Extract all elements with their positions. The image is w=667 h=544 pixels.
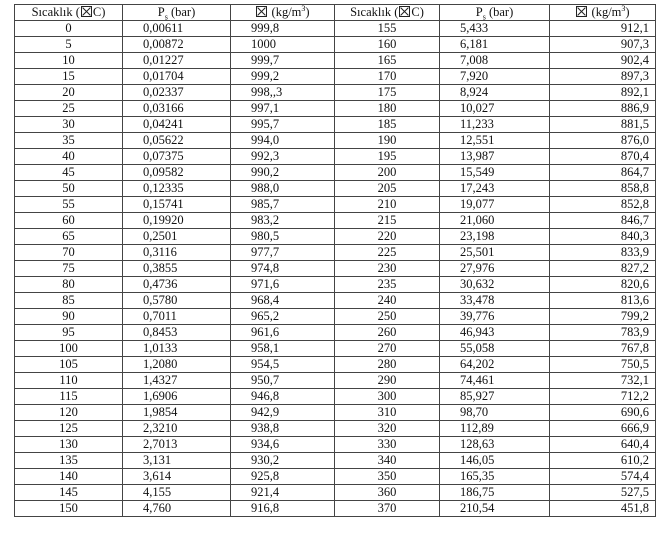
temperature-cell: 90 xyxy=(15,309,123,325)
steam-properties-table xyxy=(14,4,656,517)
temperature-cell: 140 xyxy=(15,469,123,485)
pressure-cell: 0,8453 xyxy=(123,325,231,341)
missing-glyph-icon xyxy=(576,6,587,17)
density-cell: 750,5 xyxy=(550,357,656,373)
temperature-cell: 45 xyxy=(15,165,123,181)
table-row xyxy=(15,197,656,213)
temperature-cell: 135 xyxy=(15,453,123,469)
pressure-cell: 0,00872 xyxy=(123,37,231,53)
temperature-cell: 330 xyxy=(335,437,440,453)
temperature-cell: 370 xyxy=(335,501,440,517)
temperature-cell: 340 xyxy=(335,453,440,469)
table-row xyxy=(15,389,656,405)
density-cell: 968,4 xyxy=(231,293,335,309)
pressure-cell: 0,4736 xyxy=(123,277,231,293)
header-temperature-2: Sıcaklık ( C) xyxy=(335,5,440,21)
temperature-cell: 270 xyxy=(335,341,440,357)
pressure-cell: 19,077 xyxy=(440,197,550,213)
temperature-cell: 165 xyxy=(335,53,440,69)
pressure-cell: 0,00611 xyxy=(123,21,231,37)
density-cell: 846,7 xyxy=(550,213,656,229)
table-row xyxy=(15,357,656,373)
density-cell: 990,2 xyxy=(231,165,335,181)
pressure-cell: 3,614 xyxy=(123,469,231,485)
temperature-cell: 260 xyxy=(335,325,440,341)
density-cell: 985,7 xyxy=(231,197,335,213)
temperature-cell: 75 xyxy=(15,261,123,277)
pressure-cell: 7,920 xyxy=(440,69,550,85)
table-body xyxy=(15,21,656,517)
density-cell: 820,6 xyxy=(550,277,656,293)
pressure-cell: 0,7011 xyxy=(123,309,231,325)
temperature-cell: 235 xyxy=(335,277,440,293)
table-row xyxy=(15,421,656,437)
density-cell: 833,9 xyxy=(550,245,656,261)
temperature-cell: 50 xyxy=(15,181,123,197)
density-cell: 527,5 xyxy=(550,485,656,501)
temperature-cell: 105 xyxy=(15,357,123,373)
table-row xyxy=(15,37,656,53)
density-cell: 983,2 xyxy=(231,213,335,229)
pressure-cell: 186,75 xyxy=(440,485,550,501)
pressure-cell: 64,202 xyxy=(440,357,550,373)
pressure-cell: 210,54 xyxy=(440,501,550,517)
header-density-1: $(kg/m^3)$ xyxy=(231,5,335,21)
density-cell: 864,7 xyxy=(550,165,656,181)
density-cell: 840,3 xyxy=(550,229,656,245)
temperature-cell: 150 xyxy=(15,501,123,517)
temperature-cell: 155 xyxy=(335,21,440,37)
density-cell: 995,7 xyxy=(231,117,335,133)
density-cell: 876,0 xyxy=(550,133,656,149)
density-cell: 946,8 xyxy=(231,389,335,405)
table-row xyxy=(15,469,656,485)
density-cell: 942,9 xyxy=(231,405,335,421)
table-row xyxy=(15,21,656,37)
table-row xyxy=(15,437,656,453)
density-cell: 902,4 xyxy=(550,53,656,69)
missing-glyph-icon xyxy=(399,6,410,17)
pressure-cell: 0,03166 xyxy=(123,101,231,117)
table-row xyxy=(15,133,656,149)
header-density-2: $(kg/m^3)$ xyxy=(550,5,656,21)
density-cell: 974,8 xyxy=(231,261,335,277)
temperature-cell: 250 xyxy=(335,309,440,325)
pressure-cell: 0,3116 xyxy=(123,245,231,261)
pressure-cell: 0,07375 xyxy=(123,149,231,165)
temperature-cell: 205 xyxy=(335,181,440,197)
temperature-cell: 60 xyxy=(15,213,123,229)
table-row xyxy=(15,85,656,101)
pressure-cell: 33,478 xyxy=(440,293,550,309)
density-cell: 950,7 xyxy=(231,373,335,389)
temperature-cell: 170 xyxy=(335,69,440,85)
header-pressure-2: $P_s$ (bar) xyxy=(440,5,550,21)
table-row xyxy=(15,325,656,341)
temperature-cell: 320 xyxy=(335,421,440,437)
density-cell: 881,5 xyxy=(550,117,656,133)
pressure-cell: 3,131 xyxy=(123,453,231,469)
temperature-cell: 30 xyxy=(15,117,123,133)
pressure-cell: 17,243 xyxy=(440,181,550,197)
temperature-cell: 20 xyxy=(15,85,123,101)
temperature-cell: 225 xyxy=(335,245,440,261)
temperature-cell: 85 xyxy=(15,293,123,309)
pressure-cell: 23,198 xyxy=(440,229,550,245)
density-cell: 813,6 xyxy=(550,293,656,309)
missing-glyph-icon xyxy=(256,6,267,17)
pressure-cell: 0,04241 xyxy=(123,117,231,133)
density-cell: 799,2 xyxy=(550,309,656,325)
pressure-cell: 1,9854 xyxy=(123,405,231,421)
temperature-cell: 160 xyxy=(335,37,440,53)
header-row xyxy=(15,5,656,21)
table-row xyxy=(15,117,656,133)
pressure-cell: 0,3855 xyxy=(123,261,231,277)
pressure-cell: 21,060 xyxy=(440,213,550,229)
density-cell: 971,6 xyxy=(231,277,335,293)
temperature-cell: 120 xyxy=(15,405,123,421)
pressure-cell: 0,12335 xyxy=(123,181,231,197)
density-cell: 999,8 xyxy=(231,21,335,37)
pressure-cell: 0,01227 xyxy=(123,53,231,69)
temperature-cell: 195 xyxy=(335,149,440,165)
pressure-cell: 0,01704 xyxy=(123,69,231,85)
temperature-cell: 65 xyxy=(15,229,123,245)
pressure-cell: 25,501 xyxy=(440,245,550,261)
density-cell: 732,1 xyxy=(550,373,656,389)
density-cell: 892,1 xyxy=(550,85,656,101)
temperature-cell: 200 xyxy=(335,165,440,181)
temperature-cell: 180 xyxy=(335,101,440,117)
table-row xyxy=(15,229,656,245)
temperature-cell: 80 xyxy=(15,277,123,293)
temperature-cell: 10 xyxy=(15,53,123,69)
pressure-cell: 2,3210 xyxy=(123,421,231,437)
table-row xyxy=(15,373,656,389)
table-row xyxy=(15,405,656,421)
temperature-cell: 40 xyxy=(15,149,123,165)
temperature-cell: 190 xyxy=(335,133,440,149)
pressure-cell: 85,927 xyxy=(440,389,550,405)
density-cell: 852,8 xyxy=(550,197,656,213)
pressure-cell: 30,632 xyxy=(440,277,550,293)
density-cell: 451,8 xyxy=(550,501,656,517)
density-cell: 999,7 xyxy=(231,53,335,69)
temperature-cell: 130 xyxy=(15,437,123,453)
density-cell: 999,2 xyxy=(231,69,335,85)
table-row xyxy=(15,501,656,517)
density-cell: 958,1 xyxy=(231,341,335,357)
temperature-cell: 185 xyxy=(335,117,440,133)
temperature-cell: 290 xyxy=(335,373,440,389)
pressure-cell: 0,09582 xyxy=(123,165,231,181)
pressure-cell: 10,027 xyxy=(440,101,550,117)
density-cell: 938,8 xyxy=(231,421,335,437)
pressure-cell: 1,6906 xyxy=(123,389,231,405)
pressure-cell: 7,008 xyxy=(440,53,550,69)
table-row xyxy=(15,261,656,277)
density-cell: 934,6 xyxy=(231,437,335,453)
pressure-cell: 27,976 xyxy=(440,261,550,277)
table-row xyxy=(15,165,656,181)
temperature-cell: 115 xyxy=(15,389,123,405)
temperature-cell: 300 xyxy=(335,389,440,405)
header-temperature-1: Sıcaklık ( C) xyxy=(15,5,123,21)
temperature-cell: 35 xyxy=(15,133,123,149)
temperature-cell: 110 xyxy=(15,373,123,389)
density-cell: 870,4 xyxy=(550,149,656,165)
header-pressure-1: $P_s$ (bar) xyxy=(123,5,231,21)
table-row xyxy=(15,309,656,325)
table-row xyxy=(15,293,656,309)
pressure-cell: 165,35 xyxy=(440,469,550,485)
temperature-cell: 125 xyxy=(15,421,123,437)
pressure-cell: 112,89 xyxy=(440,421,550,437)
density-cell: 767,8 xyxy=(550,341,656,357)
table-row xyxy=(15,245,656,261)
pressure-cell: 1,4327 xyxy=(123,373,231,389)
density-cell: 925,8 xyxy=(231,469,335,485)
pressure-cell: 39,776 xyxy=(440,309,550,325)
density-cell: 858,8 xyxy=(550,181,656,197)
density-cell: 912,1 xyxy=(550,21,656,37)
table-row xyxy=(15,277,656,293)
temperature-cell: 220 xyxy=(335,229,440,245)
density-cell: 690,6 xyxy=(550,405,656,421)
pressure-cell: 128,63 xyxy=(440,437,550,453)
temperature-cell: 0 xyxy=(15,21,123,37)
density-cell: 997,1 xyxy=(231,101,335,117)
pressure-cell: 74,461 xyxy=(440,373,550,389)
pressure-cell: 1,0133 xyxy=(123,341,231,357)
pressure-cell: 0,15741 xyxy=(123,197,231,213)
temperature-cell: 100 xyxy=(15,341,123,357)
temperature-cell: 15 xyxy=(15,69,123,85)
table-row xyxy=(15,341,656,357)
density-cell: 954,5 xyxy=(231,357,335,373)
steam-table-page xyxy=(14,4,655,517)
temperature-cell: 280 xyxy=(335,357,440,373)
pressure-cell: 0,02337 xyxy=(123,85,231,101)
temperature-cell: 310 xyxy=(335,405,440,421)
density-cell: 921,4 xyxy=(231,485,335,501)
density-cell: 988,0 xyxy=(231,181,335,197)
density-cell: 574,4 xyxy=(550,469,656,485)
pressure-cell: 8,924 xyxy=(440,85,550,101)
table-row xyxy=(15,53,656,69)
pressure-cell: 5,433 xyxy=(440,21,550,37)
density-cell: 827,2 xyxy=(550,261,656,277)
temperature-cell: 210 xyxy=(335,197,440,213)
density-cell: 907,3 xyxy=(550,37,656,53)
temperature-cell: 25 xyxy=(15,101,123,117)
density-cell: 916,8 xyxy=(231,501,335,517)
temperature-cell: 240 xyxy=(335,293,440,309)
density-cell: 994,0 xyxy=(231,133,335,149)
temperature-cell: 350 xyxy=(335,469,440,485)
pressure-cell: 2,7013 xyxy=(123,437,231,453)
pressure-cell: 1,2080 xyxy=(123,357,231,373)
density-cell: 977,7 xyxy=(231,245,335,261)
table-row xyxy=(15,181,656,197)
temperature-cell: 175 xyxy=(335,85,440,101)
temperature-cell: 230 xyxy=(335,261,440,277)
pressure-cell: 6,181 xyxy=(440,37,550,53)
temperature-cell: 145 xyxy=(15,485,123,501)
density-cell: 886,9 xyxy=(550,101,656,117)
table-row xyxy=(15,101,656,117)
density-cell: 965,2 xyxy=(231,309,335,325)
density-cell: 666,9 xyxy=(550,421,656,437)
missing-glyph-icon xyxy=(81,6,92,17)
table-row xyxy=(15,149,656,165)
temperature-cell: 360 xyxy=(335,485,440,501)
density-cell: 992,3 xyxy=(231,149,335,165)
density-cell: 640,4 xyxy=(550,437,656,453)
pressure-cell: 55,058 xyxy=(440,341,550,357)
temperature-cell: 95 xyxy=(15,325,123,341)
density-cell: 610,2 xyxy=(550,453,656,469)
density-cell: 897,3 xyxy=(550,69,656,85)
table-row xyxy=(15,485,656,501)
density-cell: 1000 xyxy=(231,37,335,53)
pressure-cell: 12,551 xyxy=(440,133,550,149)
pressure-cell: 13,987 xyxy=(440,149,550,165)
temperature-cell: 215 xyxy=(335,213,440,229)
density-cell: 930,2 xyxy=(231,453,335,469)
pressure-cell: 0,05622 xyxy=(123,133,231,149)
pressure-cell: 4,760 xyxy=(123,501,231,517)
density-cell: 998,,3 xyxy=(231,85,335,101)
density-cell: 980,5 xyxy=(231,229,335,245)
pressure-cell: 0,19920 xyxy=(123,213,231,229)
pressure-cell: 46,943 xyxy=(440,325,550,341)
table-row xyxy=(15,69,656,85)
pressure-cell: 0,2501 xyxy=(123,229,231,245)
pressure-cell: 0,5780 xyxy=(123,293,231,309)
density-cell: 961,6 xyxy=(231,325,335,341)
pressure-cell: 15,549 xyxy=(440,165,550,181)
table-row xyxy=(15,213,656,229)
temperature-cell: 70 xyxy=(15,245,123,261)
temperature-cell: 5 xyxy=(15,37,123,53)
density-cell: 783,9 xyxy=(550,325,656,341)
table-row xyxy=(15,453,656,469)
pressure-cell: 4,155 xyxy=(123,485,231,501)
pressure-cell: 146,05 xyxy=(440,453,550,469)
pressure-cell: 11,233 xyxy=(440,117,550,133)
temperature-cell: 55 xyxy=(15,197,123,213)
pressure-cell: 98,70 xyxy=(440,405,550,421)
density-cell: 712,2 xyxy=(550,389,656,405)
